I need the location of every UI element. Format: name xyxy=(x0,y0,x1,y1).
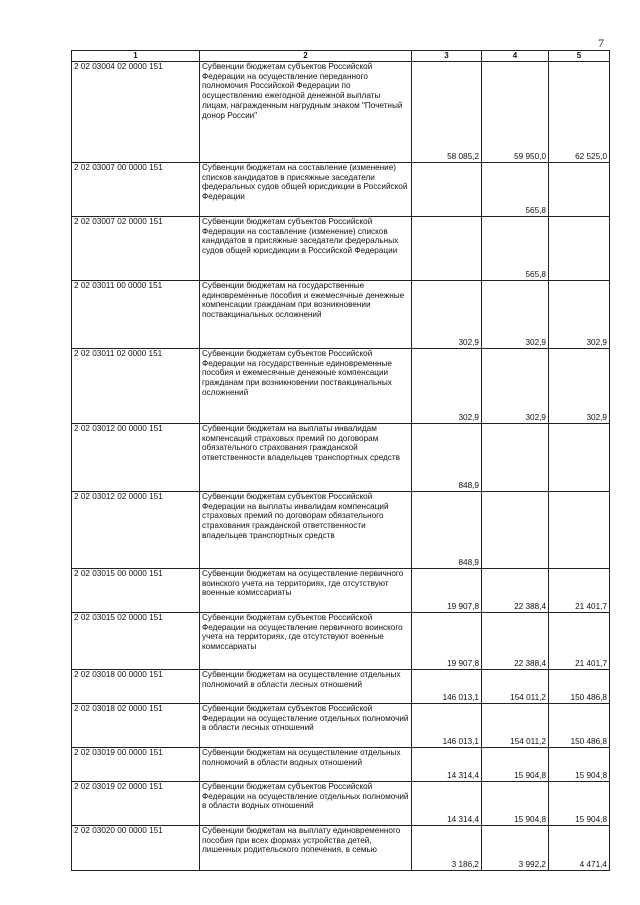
table-row xyxy=(72,281,610,349)
row-value-col4: 22 388,4 xyxy=(482,569,549,613)
table-row xyxy=(72,424,610,492)
row-value-col5: 21 401,7 xyxy=(549,569,610,613)
table-row xyxy=(72,163,610,217)
table-row xyxy=(72,670,610,704)
row-description: Субвенции бюджетам субъектов Российской Федерации на осуществление первичного воинского учета на территориях, где отсутствуют военные комиссариаты xyxy=(200,613,412,670)
row-value-col4: 302,9 xyxy=(482,349,549,424)
row-value-col5 xyxy=(549,492,610,569)
table-row xyxy=(72,217,610,281)
row-value-col3: 14 314,4 xyxy=(412,748,482,782)
row-value-col4: 565,8 xyxy=(482,217,549,281)
row-value-col5 xyxy=(549,163,610,217)
row-value-col3: 848,9 xyxy=(412,492,482,569)
row-code: 2 02 03018 02 0000 151 xyxy=(72,704,200,748)
header-col-4: 4 xyxy=(482,51,549,62)
row-value-col4: 154 011,2 xyxy=(482,704,549,748)
row-code: 2 02 03019 00 0000 151 xyxy=(72,748,200,782)
row-value-col5: 15 904,8 xyxy=(549,748,610,782)
row-value-col3: 19 907,8 xyxy=(412,613,482,670)
header-col-2: 2 xyxy=(200,51,412,62)
row-code: 2 02 03015 02 0000 151 xyxy=(72,613,200,670)
row-value-col5: 150 486,8 xyxy=(549,704,610,748)
row-value-col3: 848,9 xyxy=(412,424,482,492)
row-description: Субвенции бюджетам на составление (изменение) списков кандидатов в присяжные заседатели федеральных судов общей юрисдикции в Российской Федерации xyxy=(200,163,412,217)
row-value-col5: 4 471,4 xyxy=(549,826,610,871)
row-value-col5: 62 525,0 xyxy=(549,62,610,163)
row-value-col3: 146 013,1 xyxy=(412,704,482,748)
row-description: Субвенции бюджетам субъектов Российской Федерации на осуществление переданного полномочия Российской Федерации по осуществлению ежегодной денежной выплаты лицам, награжденным нагрудным знаком "Почетный донор России" xyxy=(200,62,412,163)
header-row xyxy=(72,51,610,62)
row-description: Субвенции бюджетам субъектов Российской Федерации на составление (изменение) списков кандидатов в присяжные заседатели федеральных судов общей юрисдикции в Российской Федерации xyxy=(200,217,412,281)
row-value-col3: 302,9 xyxy=(412,349,482,424)
row-description: Субвенции бюджетам субъектов Российской Федерации на осуществление отдельных полномочий в области водных отношений xyxy=(200,782,412,826)
row-value-col3: 58 085,2 xyxy=(412,62,482,163)
table-row xyxy=(72,826,610,871)
row-value-col5: 15 904,8 xyxy=(549,782,610,826)
row-value-col4: 15 904,8 xyxy=(482,748,549,782)
row-value-col4: 15 904,8 xyxy=(482,782,549,826)
row-description: Субвенции бюджетам субъектов Российской Федерации на выплаты инвалидам компенсаций страховых премий по договорам обязательного страхования гражданской ответственности владельцев транспортных средств xyxy=(200,492,412,569)
row-value-col5 xyxy=(549,424,610,492)
page-number: 7 xyxy=(598,36,604,50)
table-row xyxy=(72,62,610,163)
header-col-5: 5 xyxy=(549,51,610,62)
table-row xyxy=(72,704,610,748)
row-code: 2 02 03012 00 0000 151 xyxy=(72,424,200,492)
row-code: 2 02 03018 00 0000 151 xyxy=(72,670,200,704)
row-value-col3 xyxy=(412,163,482,217)
row-value-col3: 3 186,2 xyxy=(412,826,482,871)
row-description: Субвенции бюджетам субъектов Российской Федерации на государственные единовременные пособия и ежемесячные денежные компенсации гражданам при возникновении поствакцинальных осложнений xyxy=(200,349,412,424)
row-code: 2 02 03015 00 0000 151 xyxy=(72,569,200,613)
row-code: 2 02 03011 00 0000 151 xyxy=(72,281,200,349)
row-description: Субвенции бюджетам на государственные единовременные пособия и ежемесячные денежные компенсации гражданам при возникновении поствакцинальных осложнений xyxy=(200,281,412,349)
row-value-col4: 3 992,2 xyxy=(482,826,549,871)
row-value-col4: 302,9 xyxy=(482,281,549,349)
row-value-col5: 150 486,8 xyxy=(549,670,610,704)
table-row xyxy=(72,569,610,613)
row-value-col4 xyxy=(482,492,549,569)
row-value-col3: 14 314,4 xyxy=(412,782,482,826)
row-value-col3: 302,9 xyxy=(412,281,482,349)
table-row xyxy=(72,349,610,424)
row-value-col5: 302,9 xyxy=(549,349,610,424)
table-row xyxy=(72,748,610,782)
row-description: Субвенции бюджетам на выплаты инвалидам компенсаций страховых премий по договорам обязательного страхования гражданской ответственности владельцев транспортных средств xyxy=(200,424,412,492)
row-value-col4: 565,8 xyxy=(482,163,549,217)
budget-table xyxy=(71,50,610,871)
row-code: 2 02 03007 00 0000 151 xyxy=(72,163,200,217)
header-col-1: 1 xyxy=(72,51,200,62)
table-row xyxy=(72,613,610,670)
row-value-col4: 154 011,2 xyxy=(482,670,549,704)
row-code: 2 02 03007 02 0000 151 xyxy=(72,217,200,281)
row-value-col4: 59 950,0 xyxy=(482,62,549,163)
row-value-col5: 21 401,7 xyxy=(549,613,610,670)
row-value-col3 xyxy=(412,217,482,281)
row-value-col3: 146 013,1 xyxy=(412,670,482,704)
row-code: 2 02 03004 02 0000 151 xyxy=(72,62,200,163)
row-description: Субвенции бюджетам на выплату единовременного пособия при всех формах устройства детей, лишенных родительского попечения, в семью xyxy=(200,826,412,871)
table-row xyxy=(72,492,610,569)
row-value-col3: 19 907,8 xyxy=(412,569,482,613)
row-code: 2 02 03011 02 0000 151 xyxy=(72,349,200,424)
row-value-col4: 22 388,4 xyxy=(482,613,549,670)
header-col-3: 3 xyxy=(412,51,482,62)
row-description: Субвенции бюджетам субъектов Российской Федерации на осуществление отдельных полномочий в области лесных отношений xyxy=(200,704,412,748)
row-code: 2 02 03019 02 0000 151 xyxy=(72,782,200,826)
row-value-col4 xyxy=(482,424,549,492)
row-description: Субвенции бюджетам на осуществление отдельных полномочий в области лесных отношений xyxy=(200,670,412,704)
row-description: Субвенции бюджетам на осуществление отдельных полномочий в области водных отношений xyxy=(200,748,412,782)
row-value-col5 xyxy=(549,217,610,281)
row-value-col5: 302,9 xyxy=(549,281,610,349)
row-description: Субвенции бюджетам на осуществление первичного воинского учета на территориях, где отсутствуют военные комиссариаты xyxy=(200,569,412,613)
row-code: 2 02 03012 02 0000 151 xyxy=(72,492,200,569)
row-code: 2 02 03020 00 0000 151 xyxy=(72,826,200,871)
table-row xyxy=(72,782,610,826)
